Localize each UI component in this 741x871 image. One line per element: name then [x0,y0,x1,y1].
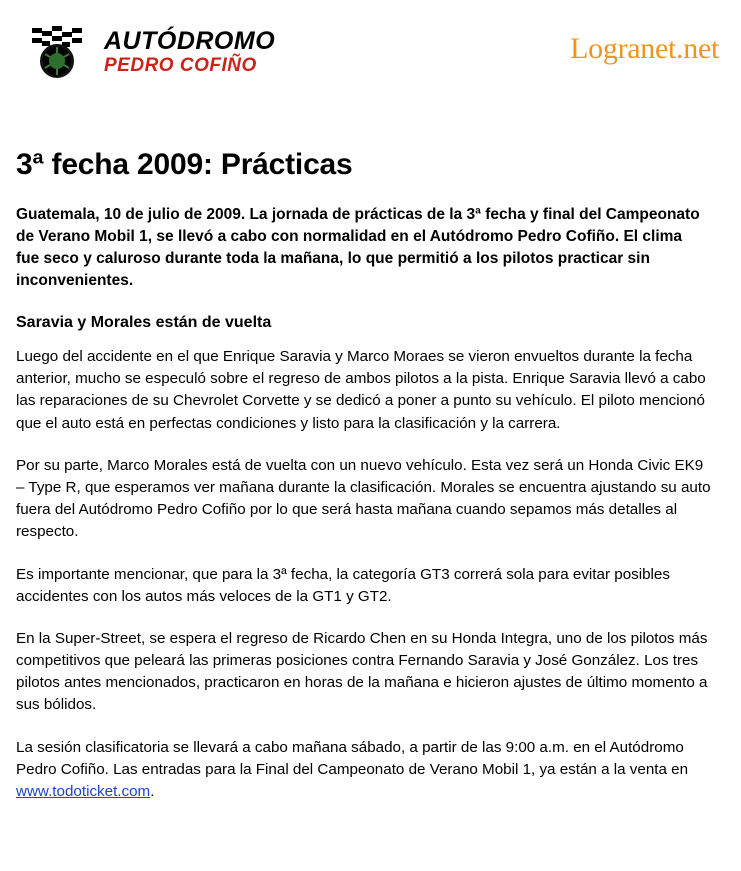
article-paragraph: Es importante mencionar, que para la 3ª fecha, la categoría GT3 correrá sola para evitar posibles accidentes con los autos más veloces de la GT1 y GT2. [16,565,670,605]
todoticket-link[interactable]: www.todoticket.com [16,783,151,800]
logo-line-1: AUTÓDROMO [104,27,276,55]
article-paragraph: Por su parte, Marco Morales está de vuelta con un nuevo vehículo. Esta vez será un Honda Civic EK9 – Type R, que esperamos ver mañana durante la clasificación. Morales se encuentra ajustando su auto fuera del Autódromo Pedro Cofiño por lo que será hasta mañana cuando sepamos más detalles al respecto. [16,456,711,541]
logo-wordmark [104,29,275,75]
article-paragraph: En la Super-Street, se espera el regreso de Ricardo Chen en su Honda Integra, uno de los pilotos más competitivos que peleará las primeras posiciones contra Fernando Saravia y José González. Los tres pilotos antes mencionados, practicaron en horas de la mañana e hicieron ajustes de último momento a sus bólidos. [16,629,708,714]
logo-line-2: PEDRO COFIÑO [104,55,257,76]
article-body [0,100,741,803]
page-title: 3ª fecha 2009: Prácticas [16,148,353,181]
checkered-flag-wheel-logo-icon [30,26,96,78]
site-logo[interactable] [30,26,275,78]
wheel-icon [40,44,74,78]
site-brand-logranet[interactable]: Logranet.net [570,32,719,65]
page-header [0,0,741,100]
article-closing-paragraph [16,737,713,804]
closing-text-after: . [150,783,155,800]
article-lead: Guatemala, 10 de julio de 2009. La jornada de prácticas de la 3ª fecha y final del Campeonato de Verano Mobil 1, se llevó a cabo con normalidad en el Autódromo Pedro Cofiño. El clima fue seco y caluroso durante toda la mañana, lo que permitió a los pilotos practicar sin inconvenientes. [16,206,700,289]
article-paragraph: Luego del accidente en el que Enrique Saravia y Marco Moraes se vieron envueltos durante la fecha anterior, mucho se especuló sobre el regreso de ambos pilotos a la pista. Enrique Saravia llevó a cabo las reparaciones de su Chevrolet Corvette y se dedicó a poner a punto su vehículo. El piloto mencionó que el auto está en perfectas condiciones y listo para la clasificación y la carrera. [16,348,706,432]
article-subheading: Saravia y Morales están de vuelta [16,314,272,331]
closing-text-before: La sesión clasificatoria se llevará a cabo mañana sábado, a partir de las 9:00 a.m. en el Autódromo Pedro Cofiño. Las entradas para la Final del Campeonato de Verano Mobil 1, ya están a la venta en [16,738,689,778]
